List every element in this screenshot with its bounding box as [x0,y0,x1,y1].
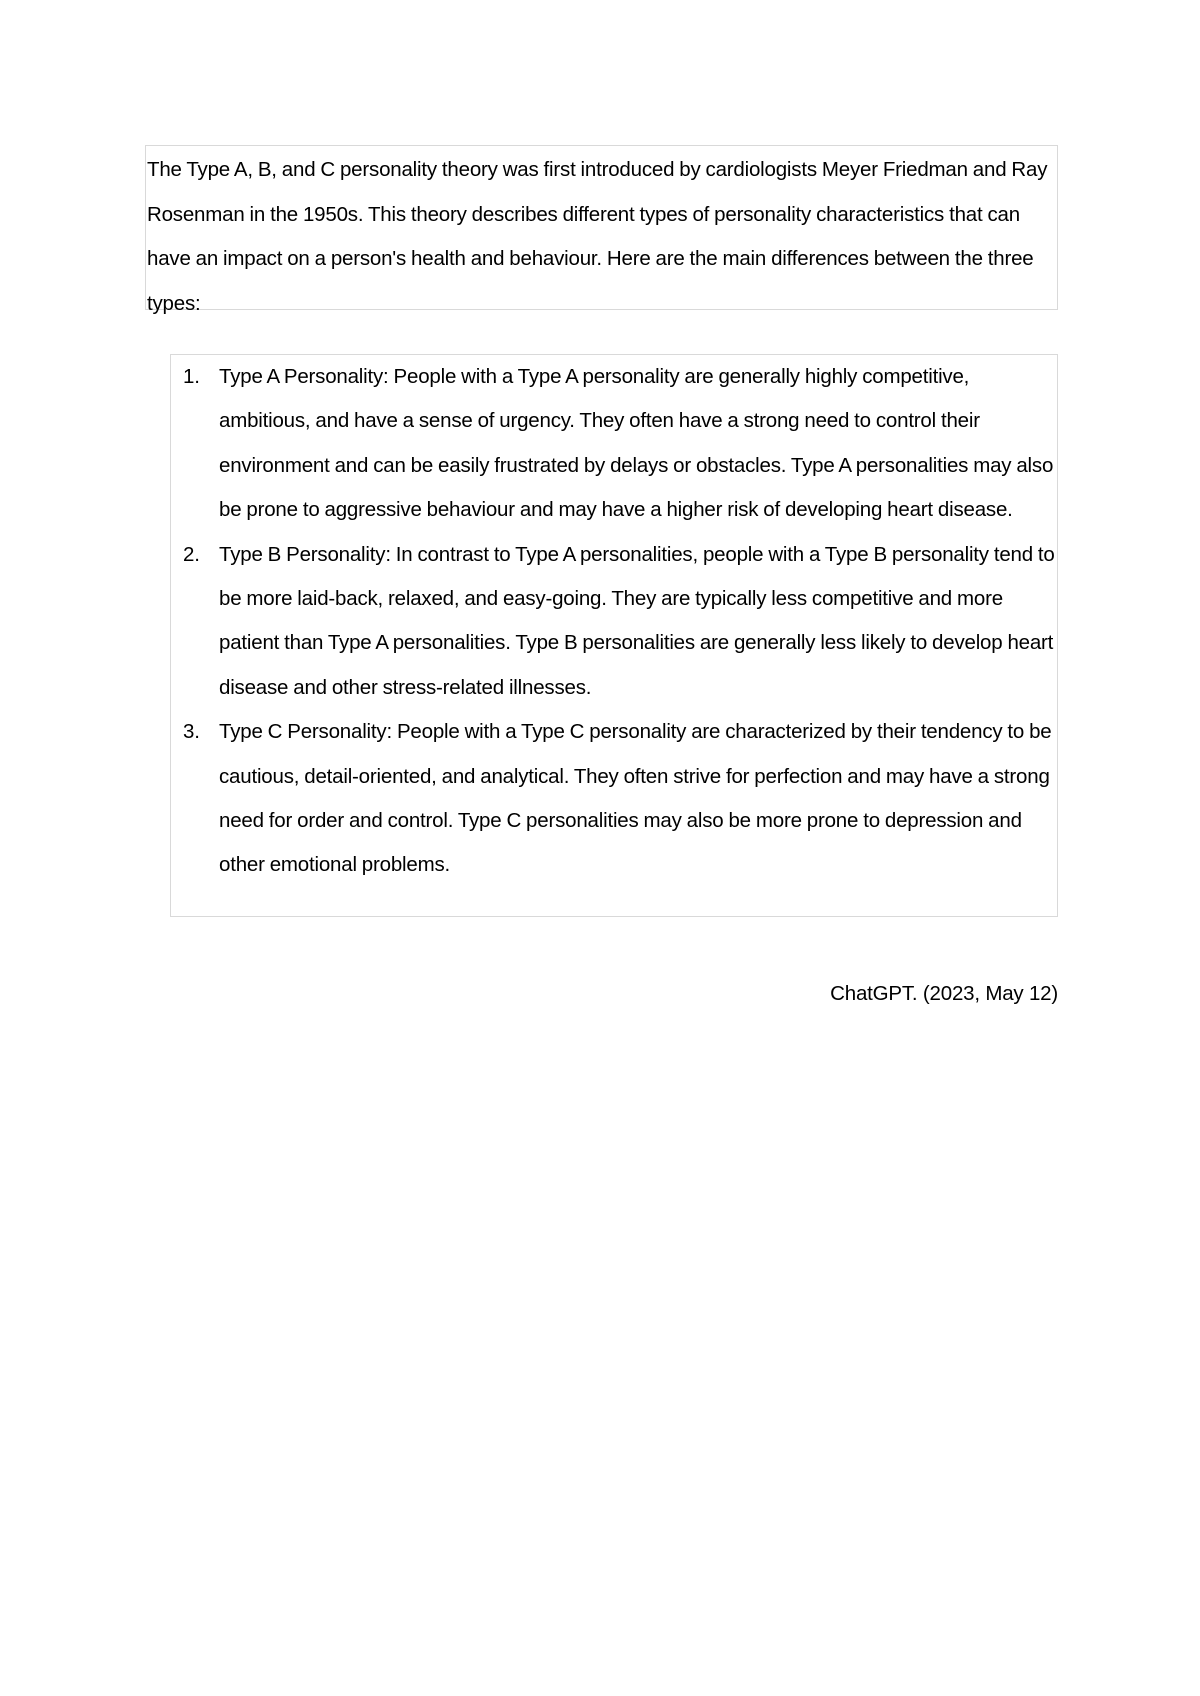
list-item-type-c [171,710,1057,888]
list-item-number: 1. [183,365,200,388]
intro-paragraph: The Type A, B, and C personality theory was first introduced by cardiologists Meyer Friedman and Ray Rosenman in the 1950s. This theory describes different types of personality characteristics that can have an impact on a person's health and behaviour. Here are the main differences between the three types: [145,145,1058,310]
list-item-type-a [171,355,1057,533]
list-item-text: Type A Personality: People with a Type A personality are generally highly competitive, ambitious, and have a sense of urgency. They often have a strong need to control their environment and can be easily frustrated by delays or obstacles. Type A personalities may also be prone to aggressive behaviour and may have a higher risk of developing heart disease. [219,365,1054,522]
personality-types-list-box [170,354,1058,917]
list-item-text: Type C Personality: People with a Type C personality are characterized by their tendency to be cautious, detail-oriented, and analytical. They often strive for perfection and may have a strong need for order and control. Type C personalities may also be more prone to depression and other emotional problems. [219,720,1052,877]
citation: ChatGPT. (2023, May 12) [830,982,1058,1005]
personality-types-list [171,355,1057,888]
list-item-type-b [171,533,1057,711]
list-item-number: 3. [183,720,200,744]
list-item-text: Type B Personality: In contrast to Type A personalities, people with a Type B personality tend to be more laid-back, relaxed, and easy-going. They are typically less competitive and more patient than Type A personalities. Type B personalities are generally less likely to develop heart disease and other stress-related illnesses. [219,542,1055,699]
list-item-number: 2. [183,542,200,566]
